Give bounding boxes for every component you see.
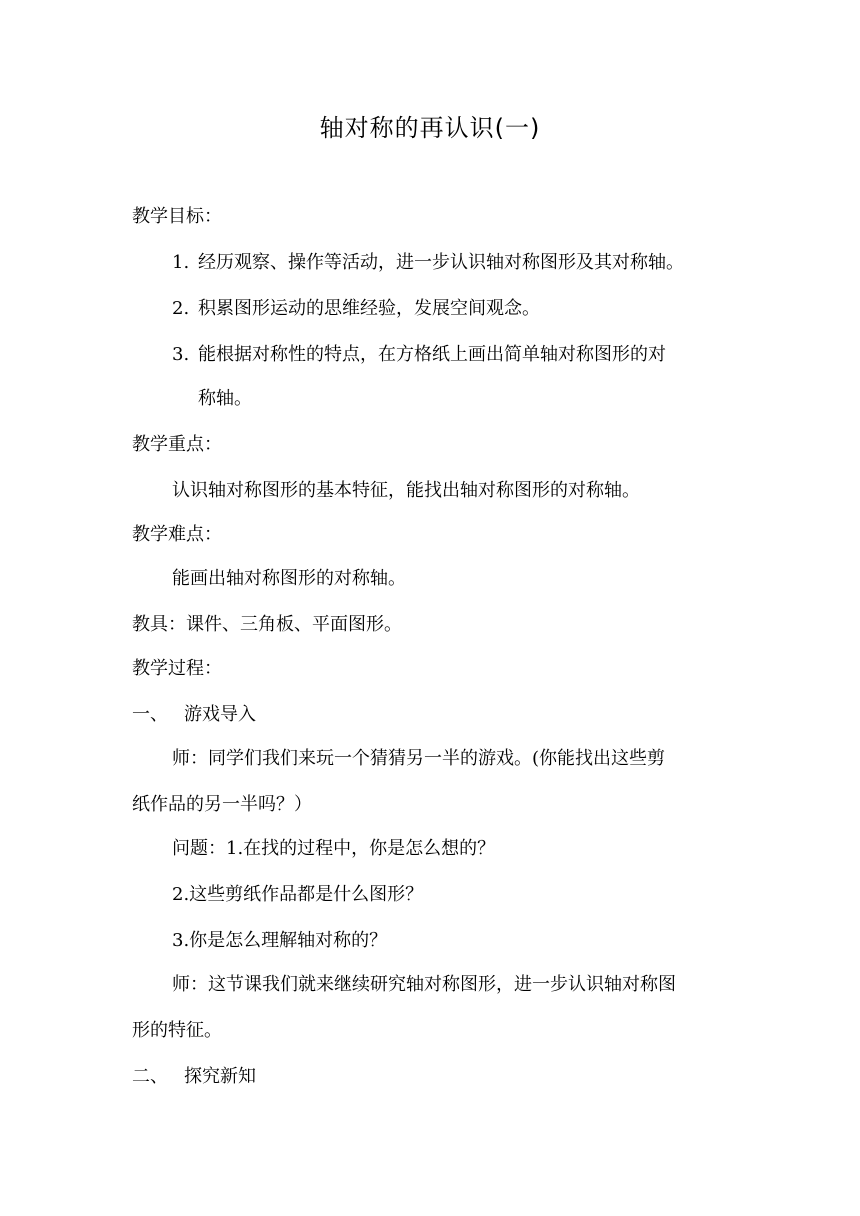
goal-item-2	[172, 294, 742, 324]
tools-text: 教具：课件、三角板、平面图形。	[132, 614, 402, 635]
section-2-heading	[132, 1062, 742, 1092]
teacher-line-1: 师：同学们我们来玩一个猜猜另一半的游戏。(你能找出这些剪	[172, 748, 666, 769]
goal-number: 3.	[172, 344, 190, 365]
goal-item-3	[172, 340, 742, 370]
goal-text: 经历观察、操作等活动，进一步认识轴对称图形及其对称轴。	[198, 252, 684, 273]
document-title: 轴对称的再认识(一)	[319, 114, 541, 142]
teacher-line-2: 师：这节课我们就来继续研究轴对称图形，进一步认识轴对称图	[172, 974, 676, 995]
key-points-text: 认识轴对称图形的基本特征，能找出轴对称图形的对称轴。	[172, 480, 640, 501]
teacher-line-1-continued: 纸作品的另一半吗？）	[132, 794, 312, 815]
difficulties-heading: 教学难点：	[132, 524, 222, 545]
goal-item-1	[172, 248, 742, 278]
process-heading: 教学过程：	[132, 658, 222, 679]
goal-number: 1.	[172, 252, 190, 273]
section-number: 一、	[132, 704, 168, 725]
section-1-heading	[132, 700, 742, 730]
key-points-heading: 教学重点：	[132, 434, 222, 455]
goal-number: 2.	[172, 298, 190, 319]
goal-text: 能根据对称性的特点，在方格纸上画出简单轴对称图形的对	[198, 344, 666, 365]
section-number: 二、	[132, 1066, 168, 1087]
goals-heading: 教学目标：	[132, 206, 222, 227]
teacher-line-2-continued: 形的特征。	[132, 1020, 222, 1041]
section-title: 游戏导入	[184, 704, 256, 725]
question-3: 3.你是怎么理解轴对称的？	[172, 930, 388, 951]
question-1: 问题：1.在找的过程中，你是怎么想的？	[172, 838, 496, 859]
question-2: 2.这些剪纸作品都是什么图形？	[172, 884, 424, 905]
goal-item-3-continued: 称轴。	[198, 388, 252, 409]
section-title: 探究新知	[184, 1066, 256, 1087]
difficulties-text: 能画出轴对称图形的对称轴。	[172, 568, 406, 589]
goal-text: 积累图形运动的思维经验，发展空间观念。	[198, 298, 540, 319]
